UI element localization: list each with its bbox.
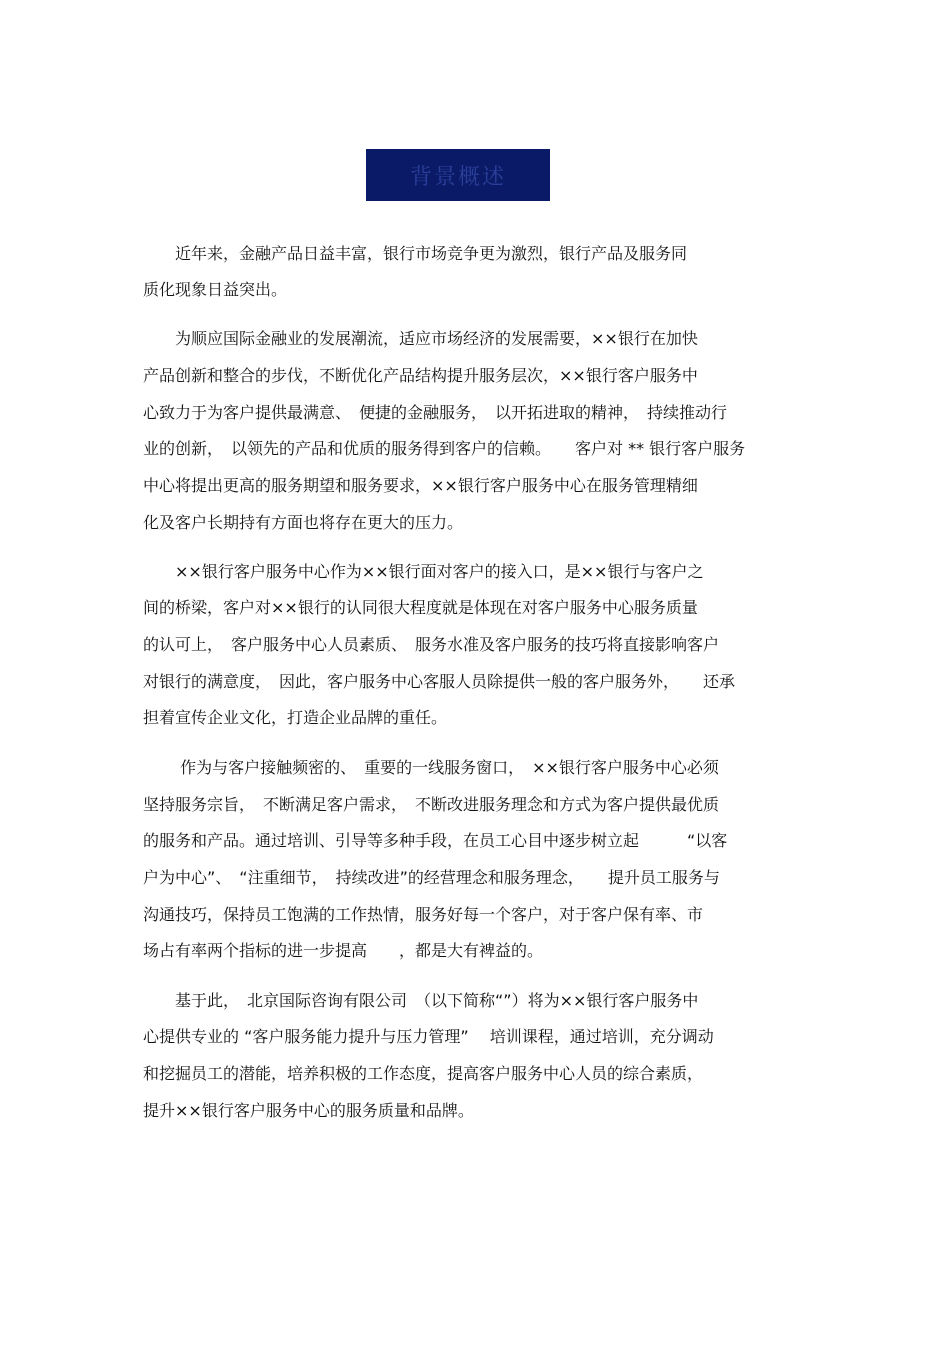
text-line: 对银行的满意度， 因此，客户服务中心客服人员除提供一般的客户服务外， 还承 — [143, 672, 736, 691]
page-title: 背景概述 — [409, 164, 506, 190]
text-line: 心提供专业的 “客户服务能力提升与压力管理” 培训课程，通过培训，充分调动 — [143, 1027, 714, 1046]
text-line: 的认可上， 客户服务中心人员素质、 服务水准及客户服务的技巧将直接影响客户 — [143, 635, 720, 654]
text-line: 质化现象日益突出。 — [143, 280, 288, 299]
text-line: 担着宣传企业文化，打造企业品牌的重任。 — [143, 708, 448, 727]
text-line: ××银行客户服务中心作为××银行面对客户的接入口，是××银行与客户之 — [143, 562, 704, 581]
text-line: 化及客户长期持有方面也将存在更大的压力。 — [143, 513, 464, 532]
text-line: 中心将提出更高的服务期望和服务要求，××银行客户服务中心在服务管理精细 — [143, 476, 698, 495]
text-line: 间的桥梁，客户对××银行的认同很大程度就是体现在对客户服务中心服务质量 — [143, 598, 698, 617]
text-line: 心致力于为客户提供最满意、 便捷的金融服务， 以开拓进取的精神， 持续推动行 — [143, 403, 728, 422]
text-line: 和挖掘员工的潜能，培养积极的工作态度，提高客户服务中心人员的综合素质， — [143, 1064, 704, 1083]
text-line: 基于此， 北京国际咨询有限公司 （以下简称“”）将为××银行客户服务中 — [143, 991, 699, 1010]
title-box — [366, 149, 550, 201]
text-line: 的服务和产品。通过培训、引导等多种手段，在员工心目中逐步树立起 “以客 — [143, 831, 728, 850]
text-line: 场占有率两个指标的进一步提高 ，都是大有裨益的。 — [143, 941, 544, 960]
text-line: 业的创新， 以领先的产品和优质的服务得到客户的信赖。 客户对 ** 银行客户服务 — [143, 439, 746, 458]
text-line: 为顺应国际金融业的发展潮流，适应市场经济的发展需要，××银行在加快 — [143, 329, 698, 348]
text-line: 作为与客户接触频密的、 重要的一线服务窗口， ××银行客户服务中心必须 — [143, 758, 719, 777]
text-line: 沟通技巧，保持员工饱满的工作热情，服务好每一个客户，对于客户保有率、市 — [143, 905, 704, 924]
text-line: 户为中心”、 “注重细节， 持续改进”的经营理念和服务理念， 提升员工服务与 — [143, 868, 720, 887]
text-line: 提升××银行客户服务中心的服务质量和品牌。 — [143, 1101, 474, 1120]
text-line: 产品创新和整合的步伐，不断优化产品结构提升服务层次，××银行客户服务中 — [143, 366, 698, 385]
text-line: 近年来，金融产品日益丰富，银行市场竞争更为激烈，银行产品及服务同 — [143, 244, 688, 263]
text-line: 坚持服务宗旨， 不断满足客户需求， 不断改进服务理念和方式为客户提供最优质 — [143, 795, 720, 814]
